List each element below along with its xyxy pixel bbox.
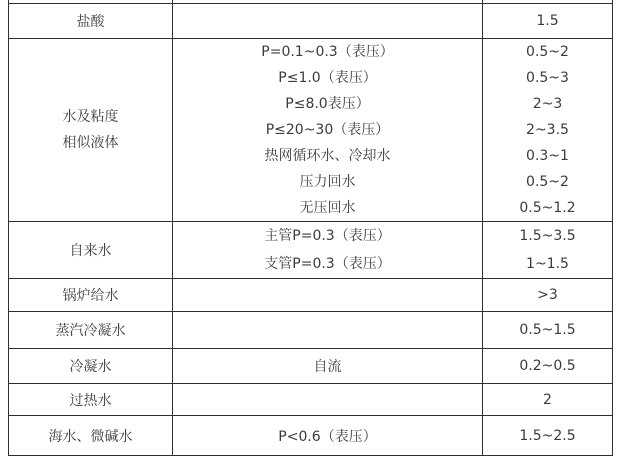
value-label: 0.3~1 [526,148,569,164]
value-label: 0.5~2 [526,174,569,190]
material-label: 盐酸 [76,14,105,30]
value-label: 1.5~3.5 [519,228,576,244]
value-label: 1.5 [536,13,559,29]
material-label: 海水、微碱水 [48,428,133,445]
value-label: 0.5~1.2 [519,200,576,216]
condition-cell [173,39,483,222]
material-label: 过热水 [69,392,112,409]
table-row [9,312,613,349]
table-row [9,416,613,456]
material-label: 冷凝水 [69,359,112,375]
value-cell [483,222,613,279]
condition-label: P≤8.0表压） [285,96,370,112]
value-label: 0.5~3 [526,70,569,86]
material-cell [9,222,173,279]
value-label: 2~3 [532,96,563,112]
value-cell [483,312,613,349]
document-page [8,0,613,456]
value-cell [483,416,613,456]
value-label: 1.5~2.5 [519,427,576,444]
condition-cell [173,279,483,312]
material-cell [9,312,173,349]
table-row [9,349,613,384]
value-label: 2~3.5 [526,122,569,138]
condition-label: 无压回水 [299,200,356,216]
condition-label: 压力回水 [299,174,356,190]
material-label: 相似液体 [62,135,119,151]
condition-label: P≤20~30（表压） [265,122,390,138]
value-cell [483,349,613,384]
condition-cell [173,384,483,416]
material-label: 锅炉给水 [62,288,119,304]
value-cell [483,39,613,222]
condition-cell [173,4,483,39]
material-label: 蒸汽冷凝水 [55,323,126,339]
value-cell [483,384,613,416]
table-row [9,384,613,416]
value-label: 2 [543,391,552,408]
condition-label: 主管P=0.3（表压） [264,228,391,244]
value-label: 0.5~2 [526,44,569,60]
condition-cell [173,416,483,456]
table-row [9,222,613,279]
condition-label: P≤1.0（表压） [278,70,377,86]
material-cell [9,39,173,222]
value-label: 0.2~0.5 [519,358,576,374]
table-row [9,4,613,39]
material-label: 自来水 [69,243,112,259]
condition-cell [173,349,483,384]
value-label: >3 [537,287,558,303]
value-label: 0.5~1.5 [519,322,576,338]
condition-label: P<0.6（表压） [278,428,377,445]
material-cell [9,4,173,39]
material-cell [9,349,173,384]
material-cell [9,279,173,312]
condition-cell [173,312,483,349]
condition-label: 支管P=0.3（表压） [264,256,391,272]
condition-label: 自流 [313,359,342,375]
condition-label: P=0.1~0.3（表压） [261,44,394,60]
condition-label: 热网循环水、冷却水 [264,148,391,164]
table-row [9,39,613,222]
value-cell [483,279,613,312]
condition-cell [173,222,483,279]
value-cell [483,4,613,39]
value-label: 1~1.5 [526,256,569,272]
material-cell [9,384,173,416]
table-row [9,279,613,312]
liquid-velocity-table [8,0,613,456]
material-label: 水及粘度 [62,109,119,125]
material-cell [9,416,173,456]
